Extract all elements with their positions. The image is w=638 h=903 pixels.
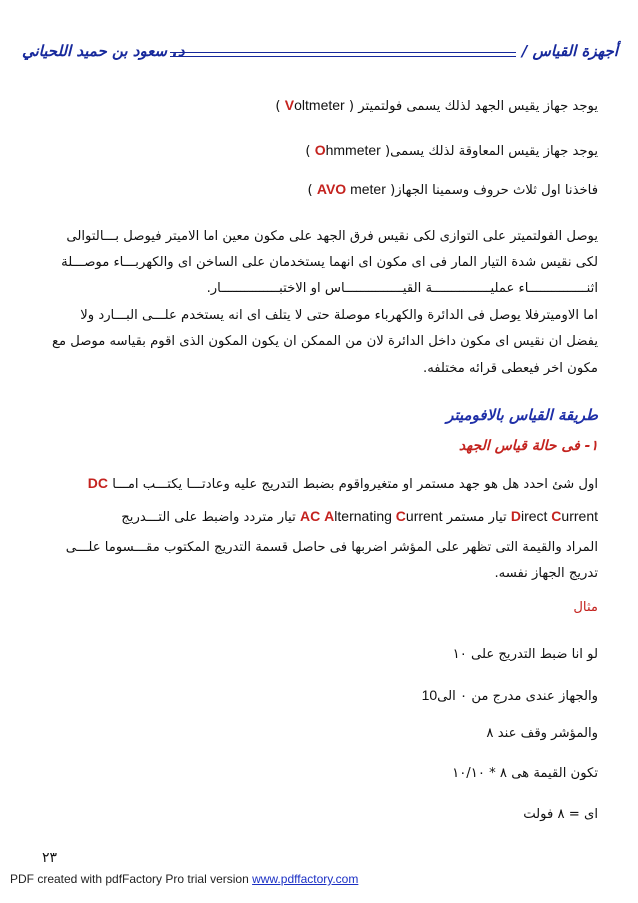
method-line-2: Direct Current تيار مستمر AC Alternating Current تيار متردد واضبط على التـــدريج	[121, 508, 598, 525]
header-course-title: أجهزة القياس /	[521, 42, 618, 60]
line-avometer: فاخذنا اول ثلاث حروف وسمينا الجهاز( AVO meter )	[307, 181, 598, 198]
page-number: ٢٣	[42, 850, 58, 866]
paragraph-line-1: يوصل الفولتميتر على التوازى لكى نقيس فرق الجهد على مكون معين اما الاميتر فيوصل بـــالتوالى	[66, 229, 598, 244]
footer-link[interactable]: www.pdffactory.com	[252, 872, 359, 886]
footer-text: PDF created with pdfFactory Pro trial version	[10, 872, 253, 886]
example-line-4: تكون القيمة هى ٨ * ١٠/١٠	[452, 766, 598, 781]
example-line-3: والمؤشر وقف عند ٨	[486, 726, 598, 741]
paragraph-line-3: اثنـــــــــــــــاء عمليـــــــــــــــة القيـــــــــــــــاس او الاختبـــــــــــــــار.	[206, 281, 598, 296]
line-voltmeter: يوجد جهاز يقيس الجهد لذلك يسمى فولتميتر ( Voltmeter )	[275, 97, 598, 114]
method-line-3: المراد والقيمة التى تظهر على المؤشر اضربها فى حاصل قسمة التدريج المكتوب مقـــسوما علـــى	[65, 540, 598, 555]
subsection-heading: ١- فى حالة قياس الجهد	[458, 438, 598, 454]
method-line-1: اول شئ احدد هل هو جهد مستمر او متغيرواقوم بضبط التدريج عليه وعادتـــا يكتـــب امـــا DC	[87, 475, 598, 492]
paragraph-line-4: اما الاوميترفلا يوصل فى الدائرة والكهرباء موصلة حتى لا يتلف اى انه يستخدم علـــى البـــارد ولا	[80, 308, 598, 323]
example-line-5: اى = ٨ فولت	[523, 807, 598, 822]
method-line-4: تدريج الجهاز نفسه.	[494, 566, 598, 581]
paragraph-line-2: لكى نقيس شدة التيار المار فى اى مكون اى انهما يستخدمان على الساخن اى والكهربـــاء موصـــلة	[61, 255, 598, 270]
line-ohmmeter: يوجد جهاز يقيس المعاوقة لذلك يسمى( Ohmmeter )	[305, 142, 598, 159]
example-line-2: والجهاز عندى مدرج من ٠ الى10	[421, 687, 598, 704]
paragraph-line-6: مكون اخر فيعطى قرائه مختلفه.	[423, 361, 598, 376]
example-line-1: لو انا ضبط التدريج على ١٠	[452, 647, 598, 662]
pdf-footer	[10, 872, 358, 886]
header-author: د. سعود بن حميد اللحياني	[22, 42, 185, 60]
section-heading: طريقة القياس بالافوميتر	[446, 406, 598, 424]
page-header	[22, 38, 618, 68]
example-label: مثال	[573, 600, 598, 615]
header-rule	[170, 52, 516, 57]
paragraph-line-5: يفضل ان نقيس اى مكون داخل الدائرة لان من الممكن ان يكون المكون الذى اقوم بقياسه موصل مع	[51, 334, 598, 349]
